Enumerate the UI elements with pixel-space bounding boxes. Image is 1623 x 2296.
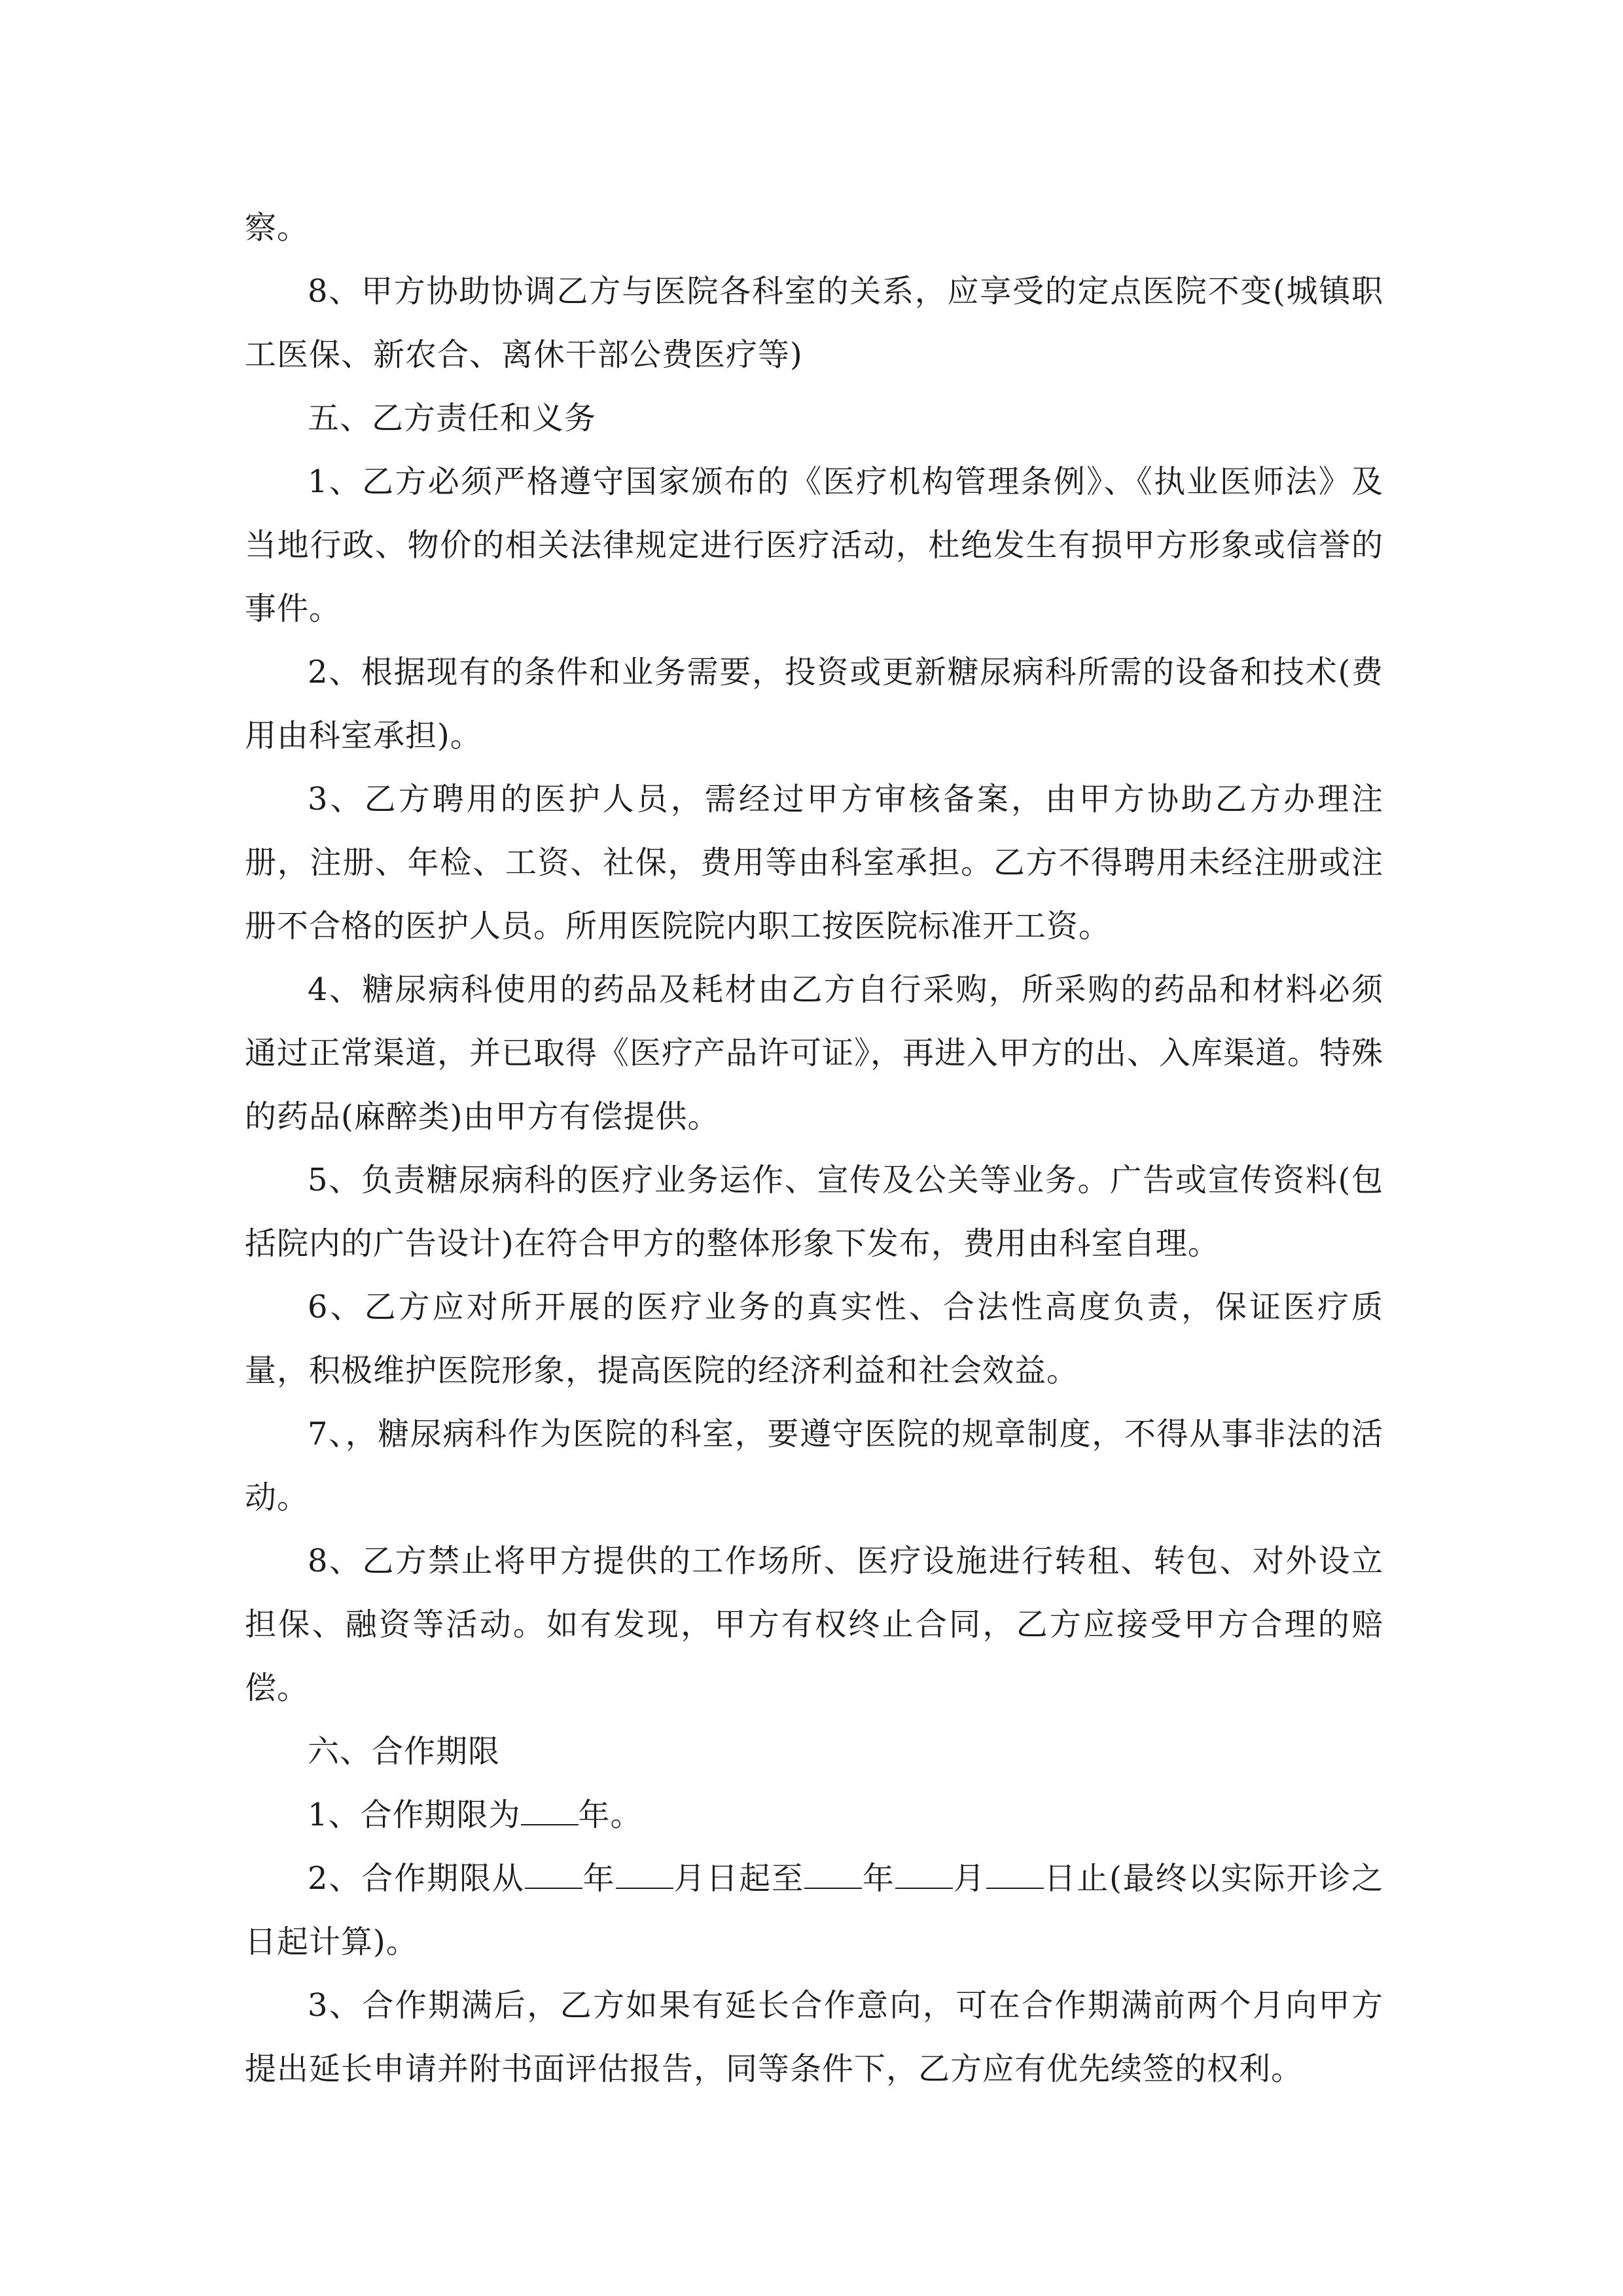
blank-start-month bbox=[616, 1861, 673, 1889]
term-2-part4: 年 bbox=[861, 1860, 895, 1897]
blank-end-year bbox=[804, 1861, 862, 1889]
paragraph-clause-6: 6、乙方应对所开展的医疗业务的真实性、合法性高度负责，保证医疗质量，积极维护医院形象，提高医院的经济利益和社会效益。 bbox=[245, 1289, 1383, 1389]
paragraph-clause-1: 1、乙方必须严格遵守国家颁布的《医疗机构管理条例》、《执业医师法》及当地行政、物价的相关法律规定进行医疗活动，杜绝发生有损甲方形象或信誉的事件。 bbox=[245, 463, 1383, 627]
term-1-suffix: 年。 bbox=[578, 1797, 643, 1833]
blank-end-month bbox=[895, 1861, 953, 1889]
document-body bbox=[245, 196, 1383, 2101]
paragraph-clause-8-party-b: 8、乙方禁止将甲方提供的工作场所、医疗设施进行转租、转包、对外设立担保、融资等活动。如有发现，甲方有权终止合同，乙方应接受甲方合理的赔偿。 bbox=[245, 1543, 1383, 1706]
paragraph-clause-2: 2、根据现有的条件和业务需要，投资或更新糖尿病科所需的设备和技术(费用由科室承担)。 bbox=[245, 654, 1383, 754]
paragraph-term-clause-2 bbox=[245, 1847, 1383, 1974]
term-2-part1: 2、合作期限从 bbox=[308, 1860, 525, 1897]
blank-years bbox=[521, 1798, 579, 1825]
paragraph-continuation: 察。 bbox=[245, 209, 310, 246]
paragraph-clause-5: 5、负责糖尿病科的医疗业务运作、宣传及公关等业务。广告或宣传资料(包括院内的广告设计)在符合甲方的整体形象下发布，费用由科室自理。 bbox=[245, 1162, 1383, 1262]
section-heading-party-b-duties: 五、乙方责任和义务 bbox=[308, 400, 597, 437]
term-2-part5: 月 bbox=[952, 1860, 986, 1897]
section-heading-term: 六、合作期限 bbox=[308, 1733, 501, 1770]
term-2-part2: 年 bbox=[582, 1860, 616, 1897]
paragraph-term-clause-1 bbox=[245, 1784, 1383, 1847]
paragraph-clause-4: 4、糖尿病科使用的药品及耗材由乙方自行采购，所采购的药品和材料必须通过正常渠道，并已取得《医疗产品许可证》，再进入甲方的出、入库渠道。特殊的药品(麻醉类)由甲方有偿提供。 bbox=[245, 971, 1384, 1135]
paragraph-clause-8-party-a: 8、甲方协助协调乙方与医院各科室的关系，应享受的定点医院不变(城镇职工医保、新农合、离休干部公费医疗等) bbox=[245, 273, 1383, 373]
paragraph-clause-7: 7、，糖尿病科作为医院的科室，要遵守医院的规章制度，不得从事非法的活动。 bbox=[245, 1416, 1383, 1516]
term-2-part3: 月日起至 bbox=[673, 1860, 804, 1897]
term-2-part6: 日止(最终以实际开诊之日起计算)。 bbox=[245, 1860, 1383, 1960]
term-1-prefix: 1、合作期限为 bbox=[308, 1797, 521, 1833]
paragraph-clause-3: 3、乙方聘用的医护人员，需经过甲方审核备案，由甲方协助乙方办理注册，注册、年检、工资、社保，费用等由科室承担。乙方不得聘用未经注册或注册不合格的医护人员。所用医院院内职工按医院标准开工资。 bbox=[245, 781, 1383, 944]
blank-start-year bbox=[525, 1861, 582, 1889]
paragraph-term-clause-3: 3、合作期满后，乙方如果有延长合作意向，可在合作期满前两个月向甲方提出延长申请并附书面评估报告，同等条件下，乙方应有优先续签的权利。 bbox=[245, 1987, 1383, 2087]
blank-end-day bbox=[986, 1861, 1044, 1889]
